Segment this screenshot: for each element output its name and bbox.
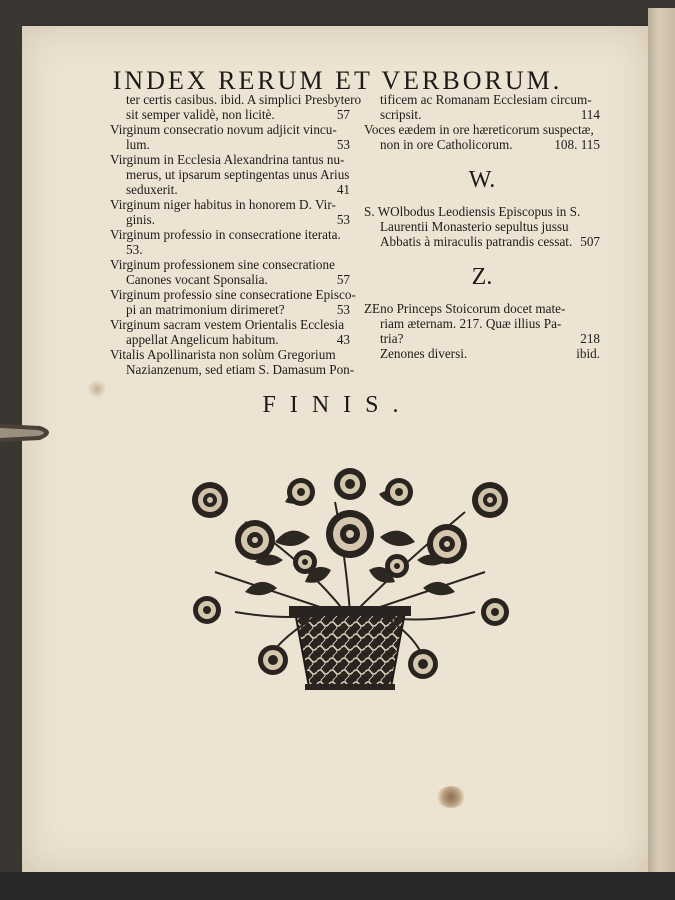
bookmark-ribbon: [0, 418, 60, 448]
entry-text: Virginum sacram vestem Orientalis Ecclesia: [110, 317, 345, 332]
index-entry-line: [110, 242, 350, 257]
left-index-column: [110, 92, 362, 377]
entry-text: Laurentii Monasterio sepultus jussu: [380, 219, 569, 234]
entry-text: Virginum consecratio novum adjicit vincu-: [110, 122, 337, 137]
index-entry-line: [110, 272, 350, 287]
entry-text: non in ore Catholicorum.: [380, 137, 513, 152]
index-entry-line: [364, 107, 600, 122]
entry-text: ZEno Princeps Stoicorum docet mate-: [364, 301, 566, 316]
entry-text: merus, ut ipsarum septingentas unus Arius: [126, 167, 350, 182]
entry-text: scripsit.: [380, 107, 422, 122]
page-number: 218: [580, 331, 600, 346]
index-entry-line: [364, 346, 600, 361]
entry-text: Virginum professio sine consecratione Episco-: [110, 287, 356, 302]
entry-text: Canones vocant Sponsalia.: [126, 272, 268, 287]
finis-text: FINIS.: [262, 392, 413, 418]
page-number: ibid.: [576, 346, 600, 361]
index-entry-line: [364, 301, 600, 316]
page-header: INDEX RERUM ET VERBORUM.: [112, 66, 563, 95]
entry-text: appellat Angelicum habitum.: [126, 332, 279, 347]
index-entry-line: [110, 152, 350, 167]
page-number: 507: [580, 234, 600, 249]
page-number: 108. 115: [554, 137, 600, 152]
entry-text: pi an matrimonium dirimeret?: [126, 302, 285, 317]
entry-text: tificem ac Romanam Ecclesiam circum-: [380, 92, 592, 107]
index-entry-line: [110, 362, 355, 377]
entry-text: Vitalis Apollinarista non solùm Gregorium: [110, 347, 336, 362]
flower-basket-woodcut-icon: [185, 462, 515, 694]
index-entry-line: [110, 92, 362, 107]
page-number: 57: [336, 272, 350, 287]
index-entry-line: [110, 122, 350, 137]
index-entry-line: [364, 204, 600, 219]
index-entry-line: [110, 197, 350, 212]
index-entry-line: [110, 212, 350, 227]
section-letter-w: W.: [468, 167, 496, 193]
index-entry-line: [364, 316, 600, 331]
index-entry-line: [110, 137, 350, 152]
entry-text: Voces eædem in ore hæreticorum suspectæ,: [364, 122, 594, 137]
index-entry-line: [364, 331, 600, 346]
entry-text: seduxerit.: [126, 182, 178, 197]
entry-text: 53.: [126, 242, 143, 257]
page-number: 114: [580, 107, 600, 122]
entry-text: lum.: [126, 137, 150, 152]
page-number: 53: [336, 212, 350, 227]
index-entry-line: [110, 302, 350, 317]
index-entry-line: [364, 137, 600, 152]
index-entry-line: [110, 257, 350, 272]
entry-text: riam æternam. 217. Quæ illius Pa-: [380, 316, 562, 331]
section-letter-z: Z.: [471, 264, 493, 290]
page-number: 41: [336, 182, 350, 197]
entry-text: Virginum professio in consecratione iterata.: [110, 227, 341, 242]
entry-text: Virginum professionem sine consecratione: [110, 257, 335, 272]
entry-text: ter certis casibus. ibid. A simplici Presbytero: [126, 92, 362, 107]
index-entry-line: [110, 227, 350, 242]
entry-text: ginis.: [126, 212, 155, 227]
page-edge: [648, 8, 675, 900]
page-number: 57: [336, 107, 350, 122]
index-entry-line: [364, 122, 600, 137]
index-entry-line: [110, 347, 350, 362]
index-entry-line: [364, 92, 600, 107]
entry-text: Virginum niger habitus in honorem D. Vir-: [110, 197, 336, 212]
entry-text: Nazianzenum, sed etiam S. Damasum Pon-: [126, 362, 355, 377]
page-number: 53: [336, 302, 350, 317]
entry-text: sit semper validè, non licitè.: [126, 107, 275, 122]
page-number: 53: [336, 137, 350, 152]
index-entry-line: [110, 332, 350, 347]
index-entry-line: [110, 317, 350, 332]
entry-text: Abbatis à miraculis patrandis cessat.: [380, 234, 573, 249]
page-number: 43: [336, 332, 350, 347]
right-index-column: [364, 92, 600, 361]
entry-text: Zenones diversi.: [380, 346, 468, 361]
index-entry-line: [110, 287, 356, 302]
index-entry-line: [110, 182, 350, 197]
index-entry-line: [364, 219, 600, 234]
entry-text: S. WOlbodus Leodiensis Episcopus in S.: [364, 204, 581, 219]
entry-text: tria?: [380, 331, 404, 346]
index-entry-line: [364, 234, 600, 249]
entry-text: Virginum in Ecclesia Alexandrina tantus nu-: [110, 152, 345, 167]
index-entry-line: [110, 167, 350, 182]
bottom-shadow: [0, 872, 675, 900]
ink-stain: [436, 786, 466, 808]
index-entry-line: [110, 107, 350, 122]
